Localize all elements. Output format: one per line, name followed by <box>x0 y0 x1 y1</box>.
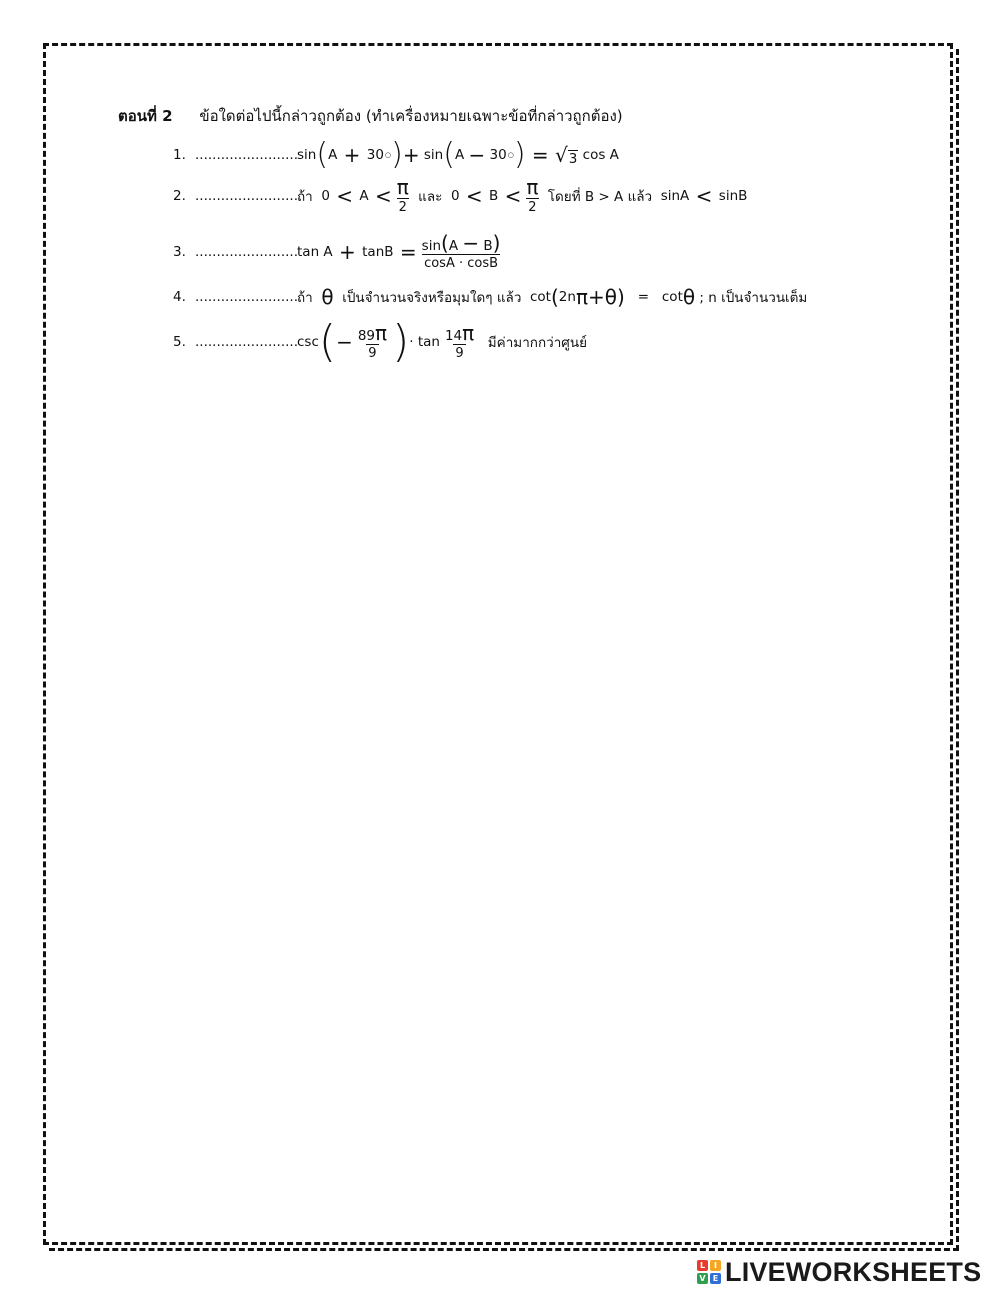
answer-blank[interactable]: ........................ <box>195 147 298 163</box>
item-number: 1. <box>173 147 186 163</box>
question-item-3 <box>173 232 505 271</box>
item-number: 2. <box>173 187 186 204</box>
question-item-5 <box>173 316 587 367</box>
item-number: 4. <box>173 289 186 305</box>
section-header <box>118 104 623 128</box>
question-item-1 <box>173 137 619 172</box>
equation-5: csc ( − $\frac{89\pi}{9}$ ) · tan $\frac{14\pi}{9}$ มีค่ามากกว่าศูนย์ <box>297 316 587 367</box>
equation-4: ถ้า θ เป็นจำนวนจริงหรือมุมใดๆ แล้ว cot ( 2n π + θ ) = cot θ ; n เป็นจำนวนเต็ม <box>297 285 808 309</box>
question-item-4 <box>173 285 807 309</box>
answer-blank[interactable]: ........................ <box>195 187 298 204</box>
logo-text: LIVEWORKSHEETS <box>725 1256 982 1287</box>
item-number: 5. <box>173 334 186 350</box>
section-instruction: ข้อใดต่อไปนี้กล่าวถูกต้อง (ทำเครื่องหมายเฉพาะข้อที่กล่าวถูกต้อง) <box>199 107 623 125</box>
answer-blank[interactable]: ........................ <box>195 334 298 350</box>
equation-3: tan A + tanB = $\frac{\sin(A - B)}{\cos A \cdot \cos B}$ <box>297 231 501 271</box>
item-number: 3. <box>173 243 186 260</box>
equation-1: sin ( A + 30 ○ ) + sin ( A − 30 ○ ) = √ 3 cos A <box>297 137 619 172</box>
answer-blank[interactable]: ........................ <box>195 243 298 260</box>
logo-blocks-icon: L I V E <box>697 1260 721 1284</box>
dashed-border-shadow <box>49 49 959 1251</box>
question-item-2 <box>173 176 747 215</box>
liveworksheets-logo <box>697 1257 981 1287</box>
section-label: ตอนที่ 2 <box>118 107 173 125</box>
answer-blank[interactable]: ........................ <box>195 289 298 305</box>
equation-2: ถ้า 0 < A < $\frac{\pi}{2}$ และ 0 < B < $\frac{\pi}{2}$ โดยที่ B > A แล้ว sinA < sinB <box>297 175 748 215</box>
